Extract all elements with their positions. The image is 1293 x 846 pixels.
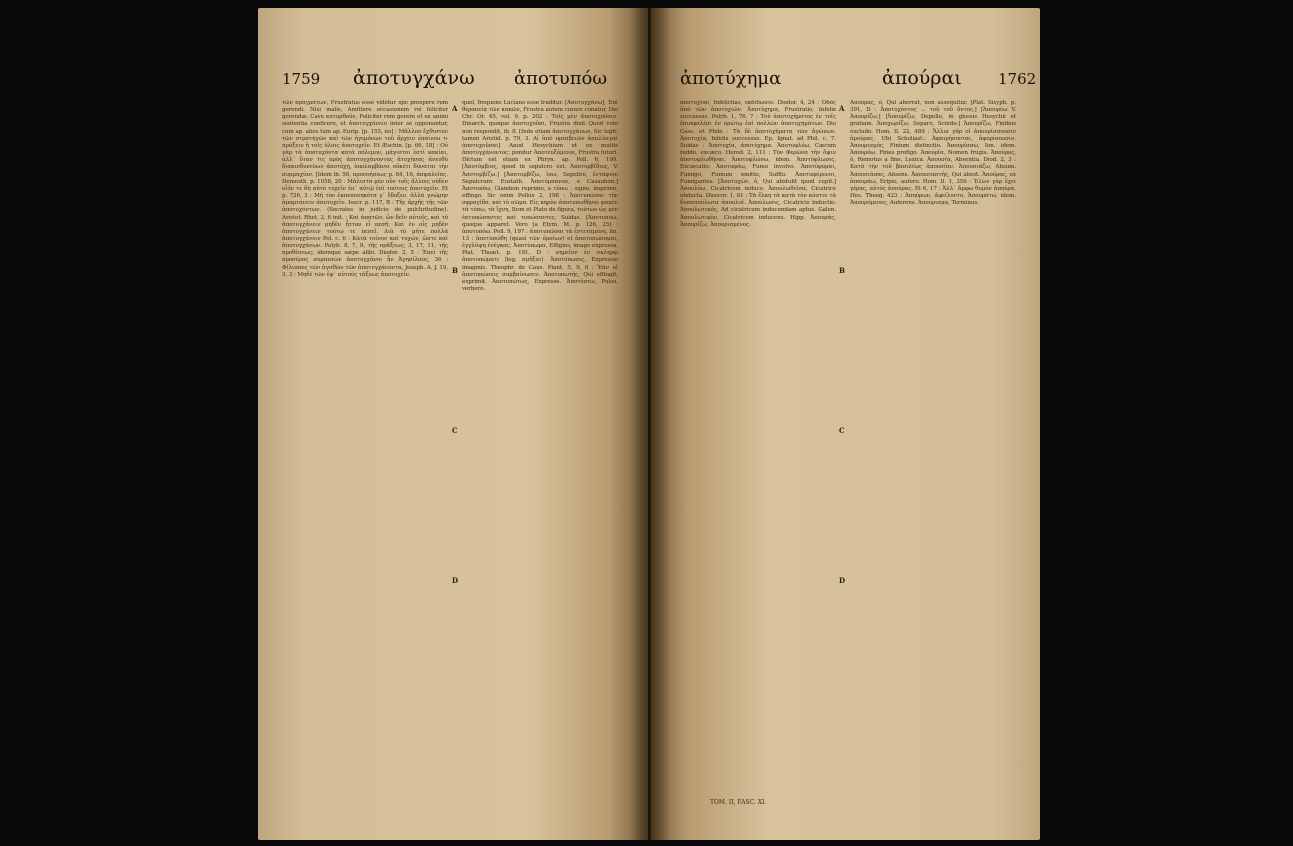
column-a <box>282 100 448 784</box>
section-letter-c: C <box>839 426 845 435</box>
section-letter-d: D <box>839 576 846 585</box>
headword: ἀπούραι <box>882 67 962 89</box>
running-head: ἀποτυπόω <box>514 68 608 89</box>
section-letter-b: B <box>452 266 458 275</box>
left-page <box>258 8 648 840</box>
right-page-header <box>650 68 1040 94</box>
section-letter-b: B <box>839 266 845 275</box>
right-page <box>650 8 1040 840</box>
column-number: 1759 <box>282 70 321 88</box>
section-letter-a: A <box>839 104 845 113</box>
section-letter-c: C <box>452 426 458 435</box>
column-b <box>462 100 618 784</box>
column-b-text: quel, frequens Luciano esse traditur. [Ἀποτυγχάνω], Ἐπὶ θεραπείᾳ τῶν κακῶν, Frustra autem curare conatur, Dio Chr. Or. 45, vol. 9, p. 202 : Τοῖς μὲν ἀποτυχοῦσιν. Dinarch. quoque ἀποτυχοῦσι, Frustra dixit Quod voto non respondit, ib. 8. [Inde etiam ἀποτυγχάνων, Sic legit: tamen Aristid. p. 79, 3. Αἱ ἀπὸ πρεσβειῶν ἀπαλλαγαὶ ἀποτυχοῦσαι] Aπod Hesychium et ex multis ἀποτυγχάνοντος: ponitur Ἀποτευξόμενοι, Frustra futuri. Dictum est etiam ex Phryn. ap. Poll. 6, 199. [Ἀποτύμβιος, quod in sepulcro est. Ἀποτυμβίδιος, V. Ἀποτυμβίζω.] [Ἀποτυμβίζω, ἰσω, Sepelire, ἐντάφιον Sepulcrum: Eustath. Ἀποτύμπανον, e Casaubon.] Ἀποτυπόω, Glandem reprimo, a τύπω : signo, imprimo, effingo. Sic enim Pollux 2, 198 : Ἀποτυπῶσαι τὴν σφραγίδα, καὶ τὸ σῶμα. Εἰς κηρὸν ἀποτυπωθῆναι φαμὲν τὰ τύπω, τὰ ἴχνη, Item et Plato de figura, τούτων ὡς μὲν ἐκτυπώσαντες καὶ τυπώσαντες, Suidas. [Ἀποτυπόω, quoque apparet. Vero [a Etym. M. p. 126, 25] : ἀποτυπόω. Poll. 9, 197 : ἀποτυπῶσαι τὰ ἐντεταμένα, lin. 13 : ἀπετυπώθη (quasi τῶν ὁμοίων) et ἀποτυπώσομαι, ἐγγλύψη ἐνέγκας. Ἀποτύπωμα, Effigies, imago expressa. Plat. Theæt. p. 191, D : σημεῖον ἐν σκληρῷ ἀποτυπώματι (leg. σμῆξαι). Ἀποτύπωσις, Expressio imaginis. Theophr. de Caus. Plant. 5, 9, 6 : Ἐάν οἱ ἀποτυπώσεις συμβαίνωσιν. Ἀποτυπωτής, Qui effingit, exprimit. Ἀποτυπώτως, Expresse. Ἀποτύπτω, Pulso, verbero. <box>462 100 618 293</box>
column-number: 1762 <box>998 70 1037 88</box>
column-a-text: ἀποτυχίαν, Infelicitas, ἐκδίδωσιν. Diodor. 4, 24 : Ὁδὸς ἀπὸ τῶν ἀποτυχιῶν. Ἀποτύχημα, Frustratio, Infelix successus. Polyb. 1, 76, 7 : Τοῦ ἀποτυχήματος ἐν τοῖς ἐπισφαλέσι ἐν πρώτῳ ἐπὶ πολλῶν ἀποτυχημάτων. Dio Cass. et Philo : Τὰ δὲ ἀποτυχήματα τῶν ἀγώνων. Ἀποτυχία, Infelix successus. Ep. Ignat. ad Phil. c. 7. Suidas : Ἀποτυχία, ἀποτύχημα. Ἀποτυφλόω, Cæcum reddo, excæco. Herod. 2, 111 : Τὸν Φερῶνα τὴν ὄψιν ἀποτυφλωθῆναι. Ἀποτυφλώνω, idem. Ἀποτύφλωσις, Excæcatio. Ἀποτυφόω, Fumo involvo. Ἀποτύφομαι, Fumigo, Fumum emitto, Sufflo. Ἀποτυφόμενοι, Fumigantes. [Ἀποτυχών, ὁ, Qui abstulit quod cupit.] Ἀπουλόω, Cicatricem induco. Ἀπουλωθεῖσα, Cicatrice obducta. Dioscor. 1, 81 : Τὰ ἕλκη τὰ κατὰ τὸν κύστιν τὰ δυσαπούλωτα ἀπουλοῖ. Ἀπούλωσις, Cicatricis inductio. Ἀπουλωτικός, Ad cicatricem inducendam aptus. Galen. Ἀπουλωτικὸν, Cicatricem inducens. Hipp. Ἀπουράς, Ἀπουρίζω, Ἀπουρισμένος. <box>680 100 836 228</box>
open-book <box>258 8 1040 840</box>
left-page-header <box>258 68 648 94</box>
running-head: ἀποτύχημα <box>680 68 782 89</box>
column-b-text: Ἀπούρας, ὁ, Qui aberrat, non assequitur. [Plat. Sisyph. p. 391, D : Ἀποτυχόντος ... τοῦ τοῦ ὄντος.] [Ἀπουρέω V. Ἀπουρίζω.] [Ἀπουρίζω, Depello, in glossis Hesychii et gratiam. Ἀποχωρίζω, Separo, Scindo.] Ἀπουρίζω, Finibus excludo. Hom. Il. 22, 489 : Ἄλλοι γάρ οἱ ἀπουρίσσουσιν ἀρούρας. Ubi Scholiast.: Ἀφαιρήσονται, ἀφορίσουσιν. Ἀπουρισμός, Finium distinctio. Ἀπουρίσσω, Ion. idem. Ἀπουρόω, Fines prefigo. Ἀπουρία, Nomen frugis. Ἀπούρος, ὁ, Remotus a fine, Lexica. Ἀπουσία, Absentia. Diod. 2, 3 : Κατὰ τὴν τοῦ βασιλέως ἀπουσίαν. Ἀπουσιάζω, Absum. Ἀπουσιάσας, Absens. Ἀπουσιαστής, Qui abest. Ἀπούρας, ex ἀπαυράω, Eripio, aufero. Hom. Il. 1, 356 : Ἑλὼν γὰρ ἔχει γέρας, αὐτὸς ἀπούρας. Et 6, 17 : Ἀλλ᾽ ἄμφω θυμὸν ἀπηύρα. Hes. Theog. 423 : Ἀπηύρων, ἀφείλοντο. Ἀπουράτω, idem. Ἀπουρόμενος, Auferens. Ἀπούρισμα, Terminus. <box>850 100 1016 207</box>
headword: ἀποτυγχάνω <box>353 67 475 89</box>
page-footer: TOM. II, FASC. XI. <box>710 799 767 806</box>
column-b <box>850 100 1016 784</box>
column-a-text: τῶν πραγμάτων, Frustratus esse videtur spe prospere rem gerendi. Nisi malis, Amittere occasionem rei feliciter gerendæ. Cave κατορθοῦν, Feliciter rem gerere et ex animi sententia conficere, et ἀποτυγχάνειν inter se opponantur, cum ap. alios tum ap. Eurip. [p. 155, no] : Μᾶλλον ἔχθιστον τῶν στρατηγῶν καὶ τῶν ἡγεμόνων τοῦ ἄρχειν ἐπαίνου τι πράξειν ἢ τοῖς ὅλοις ἀποτυχεῖν. Et Æschin. [p. 66, 18] : Οὐ γὰρ τὰ ἀποτυχόντα κατὰ πόλεμον, μάγιστοι ἐστὶ κακίαι, ἀλλ᾽ ὅταν τις πρὸς ἀποτυγχάνοντας ἀτυχήσας ἀνευθὺ διακινδυνεύων ἀποτύχῃ, ὑπολαμβάνει οὐκέτι δύναται τὴν συμμαχίαν. [Idem ib. 50, προνοήσεως p. 84, 16, ἀσφαλείας. Demosth. p. 1058, 20 : Μάλιστα μὲν οὖν τοῖς ἄλλοις οὐδὲν οἷόν τε δὴ αὐτὸ τυχεῖν ἐπ᾽ αὐτῷ ἐπὶ τούτοις ἀποτυχεῖν. Et p. 726, 3 : Μὴ τὸν ἐκπεπονηκότα γ᾽ ἔδοξεν, ἀλλὰ γνώμην ἁμαρτάνειν ἀποτυχεῖν. Isocr. p. 117, B : Τῆς ἀρχῆς τῆς τῶν ἀποτυχόντων. (Socrates in judicio de pulchritudine). Aristot. Rhet. 2, 6 init. : Καὶ ἀπατῶν, ὧν δεῖν αὐτοῖς, καὶ τὸ ἀποτυγχάνειν μηδὲν ἧττον εἶ πεσῆ: Καὶ ἐν οἷς μηδὲν ἀποτυγχάνειν τούτω τε πεσεῖ. Διὰ τὸ μήτε πολλὰ ἀποτυγχάνειν Pol. c. 6 : Κατὰ τοίνυν καὶ τυχών, ὥστε καὶ ἀποτυγχάνων. Polyb. 8, 7, 9, τῆς πρᾶξεως; 3, 17, 11, τῆς προθέσεως; idemque sæpe alibi. Diodor. 2, 5 : Ἐπεὶ τῆς προσέρας συμπεσὼν ἀποτυγχάνοι ἦν Ἀγησίλαος, 36 : Φίλιππος τῶν ἀγαθῶν τῶν ἀποτυγχάνοντα, Joseph. A. J. 19, 3, 3 : Μηδὲ τῶν ἐφ᾽ αὐτοὺς τάξεως ἀποτυχεῖν. <box>282 100 448 278</box>
section-letter-a: A <box>452 104 458 113</box>
section-letter-d: D <box>452 576 459 585</box>
column-a <box>680 100 836 784</box>
